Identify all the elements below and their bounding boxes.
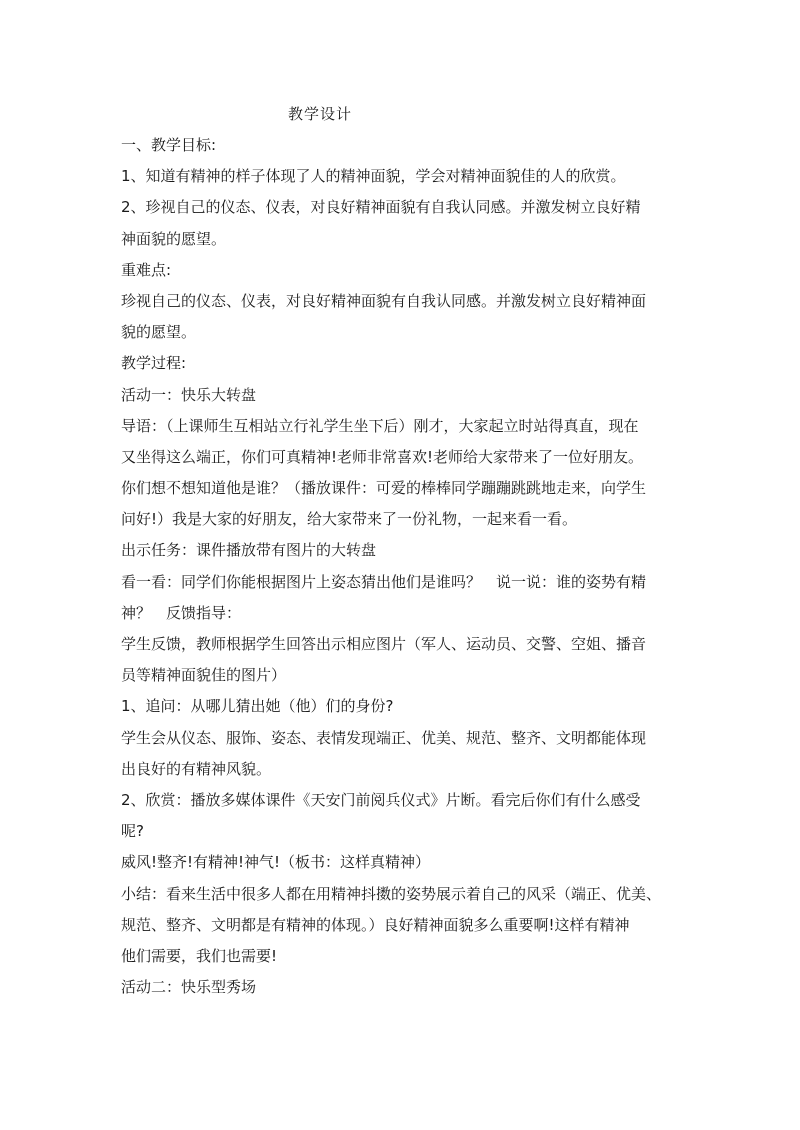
paragraph-line: 出示任务：课件播放带有图片的大转盘 — [121, 541, 377, 560]
question-item-1: 1、追问：从哪儿猜出她（他）们的身份? — [121, 697, 394, 716]
question-item-2: 2、欣赏：播放多媒体课件《天安门前阅兵仪式》片断。看完后你们有什么感受 — [121, 790, 641, 809]
paragraph-line: 神？ 反馈指导： — [121, 603, 242, 622]
section-heading-key-points: 重难点: — [121, 260, 172, 279]
paragraph-line: 小结：看来生活中很多人都在用精神抖擞的姿势展示着自己的风采（端正、优美、 — [121, 884, 662, 903]
activity-1-heading: 活动一：快乐大转盘 — [121, 385, 257, 404]
section-heading-objectives: 一、教学目标: — [121, 136, 217, 154]
paragraph-line: 出良好的有精神风貌。 — [121, 759, 272, 778]
document-title: 教学设计 — [287, 105, 352, 123]
activity-2-heading: 活动二：快乐型秀场 — [121, 978, 257, 997]
paragraph-line: 又坐得这么端正，你们可真精神!老师非常喜欢!老师给大家带来了一位好朋友。 — [121, 447, 644, 466]
section-heading-process: 教学过程: — [121, 354, 187, 373]
key-points-text-cont: 貌的愿望。 — [121, 323, 197, 342]
paragraph-line: 导语：（上课师生互相站立行礼学生坐下后）刚才，大家起立时站得真直，现在 — [121, 416, 639, 435]
paragraph-line: 你们想不想知道他是谁？（播放课件：可爱的棒棒同学蹦蹦跳跳地走来，向学生 — [121, 479, 647, 498]
objective-item-2-cont: 神面貌的愿望。 — [121, 229, 227, 248]
key-points-text: 珍视自己的仪态、仪表，对良好精神面貌有自我认同感。并激发树立良好精神面 — [121, 291, 647, 310]
paragraph-line: 规范、整齐、文明都是有精神的体现。）良好精神面貌多么重要啊!这样有精神 — [121, 915, 630, 934]
paragraph-line: 呢? — [121, 822, 144, 841]
objective-item-1: 1、知道有精神的样子体现了人的精神面貌，学会对精神面貌佳的人的欣赏。 — [121, 167, 626, 186]
document-body — [121, 130, 686, 1003]
objective-item-2: 2、珍视自己的仪态、仪表，对良好精神面貌有自我认同感。并激发树立良好精 — [121, 198, 641, 217]
paragraph-line: 问好!）我是大家的好朋友，给大家带来了一份礼物，一起来看一看。 — [121, 510, 578, 529]
paragraph-line: 看一看：同学们你能根据图片上姿态猜出他们是谁吗？ 说一说：谁的姿势有精 — [121, 572, 647, 591]
paragraph-line: 他们需要，我们也需要! — [121, 946, 278, 965]
paragraph-line: 学生反馈，教师根据学生回答出示相应图片（军人、运动员、交警、空姐、播音 — [121, 635, 647, 653]
paragraph-line: 威风!整齐!有精神!神气!（板书：这样真精神） — [121, 853, 431, 872]
paragraph-line: 员等精神面貌佳的图片） — [121, 666, 287, 685]
paragraph-line: 学生会从仪态、服饰、姿态、表情发现端正、优美、规范、整齐、文明都能体现 — [121, 728, 647, 747]
